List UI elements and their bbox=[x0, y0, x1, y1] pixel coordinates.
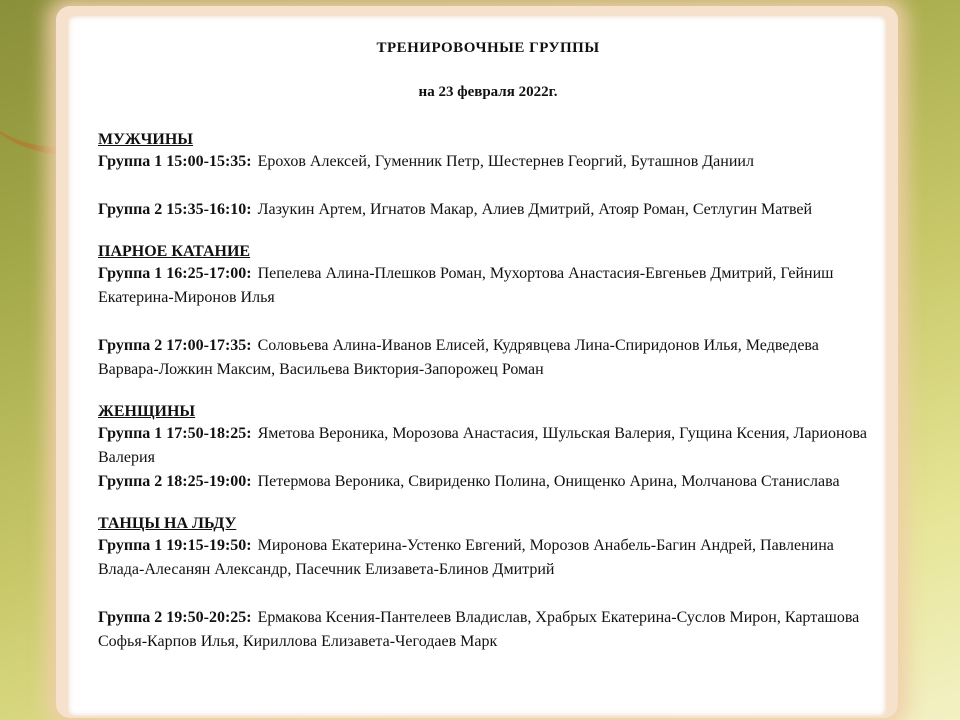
section-title: ТАНЦЫ НА ЛЬДУ bbox=[98, 515, 237, 532]
group-label: Группа 1 16:25-17:00: bbox=[98, 265, 252, 282]
group-label: Группа 1 17:50-18:25: bbox=[98, 425, 252, 442]
group-label: Группа 2 17:00-17:35: bbox=[98, 337, 252, 354]
group-members: Ермакова Ксения-Пантелеев Владислав, Храбрых Екатерина-Суслов Мирон, Карташова Софья-Карпов Илья, Кириллова Елизавета-Чегодаев Марк bbox=[98, 609, 860, 650]
group-label: Группа 1 15:00-15:35: bbox=[98, 153, 252, 170]
section-ice-dance bbox=[98, 514, 878, 654]
section-title: ПАРНОЕ КАТАНИЕ bbox=[98, 243, 251, 260]
section-men bbox=[98, 130, 878, 222]
group-row bbox=[98, 198, 878, 222]
group-members: Миронова Екатерина-Устенко Евгений, Морозов Анабель-Багин Андрей, Павленина Влада-Алесанян Александр, Пасечник Елизавета-Блинов Дмитрий bbox=[98, 537, 834, 578]
group-row bbox=[98, 262, 878, 310]
group-row bbox=[98, 150, 878, 174]
group-row bbox=[98, 422, 878, 470]
group-members: Пепелева Алина-Плешков Роман, Мухортова Анастасия-Евгеньев Дмитрий, Гейниш Екатерина-Миронов Илья bbox=[98, 265, 834, 306]
group-row bbox=[98, 470, 878, 494]
group-members: Петермова Вероника, Свириденко Полина, Онищенко Арина, Молчанова Станислава bbox=[257, 473, 840, 490]
group-row bbox=[98, 606, 878, 654]
section-title: МУЖЧИНЫ bbox=[98, 131, 194, 148]
document-date: на 23 февраля 2022г. bbox=[418, 84, 558, 100]
group-row bbox=[98, 534, 878, 582]
document bbox=[98, 38, 878, 654]
document-card bbox=[68, 16, 886, 716]
group-members: Ерохов Алексей, Гуменник Петр, Шестернев Георгий, Буташнов Даниил bbox=[257, 153, 754, 170]
group-row bbox=[98, 334, 878, 382]
section-women bbox=[98, 402, 878, 494]
group-members: Лазукин Артем, Игнатов Макар, Алиев Дмитрий, Атояр Роман, Сетлугин Матвей bbox=[257, 201, 813, 218]
document-title: ТРЕНИРОВОЧНЫЕ ГРУППЫ bbox=[376, 40, 600, 56]
group-label: Группа 2 19:50-20:25: bbox=[98, 609, 252, 626]
group-label: Группа 2 18:25-19:00: bbox=[98, 473, 252, 490]
group-members: Соловьева Алина-Иванов Елисей, Кудрявцева Лина-Спиридонов Илья, Медведева Варвара-Ложкин Максим, Васильева Виктория-Запорожец Роман bbox=[98, 337, 819, 378]
section-pairs bbox=[98, 242, 878, 382]
group-members: Яметова Вероника, Морозова Анастасия, Шульская Валерия, Гущина Ксения, Ларионова Валерия bbox=[98, 425, 867, 466]
section-title: ЖЕНЩИНЫ bbox=[98, 403, 196, 420]
group-label: Группа 2 15:35-16:10: bbox=[98, 201, 252, 218]
group-label: Группа 1 19:15-19:50: bbox=[98, 537, 252, 554]
